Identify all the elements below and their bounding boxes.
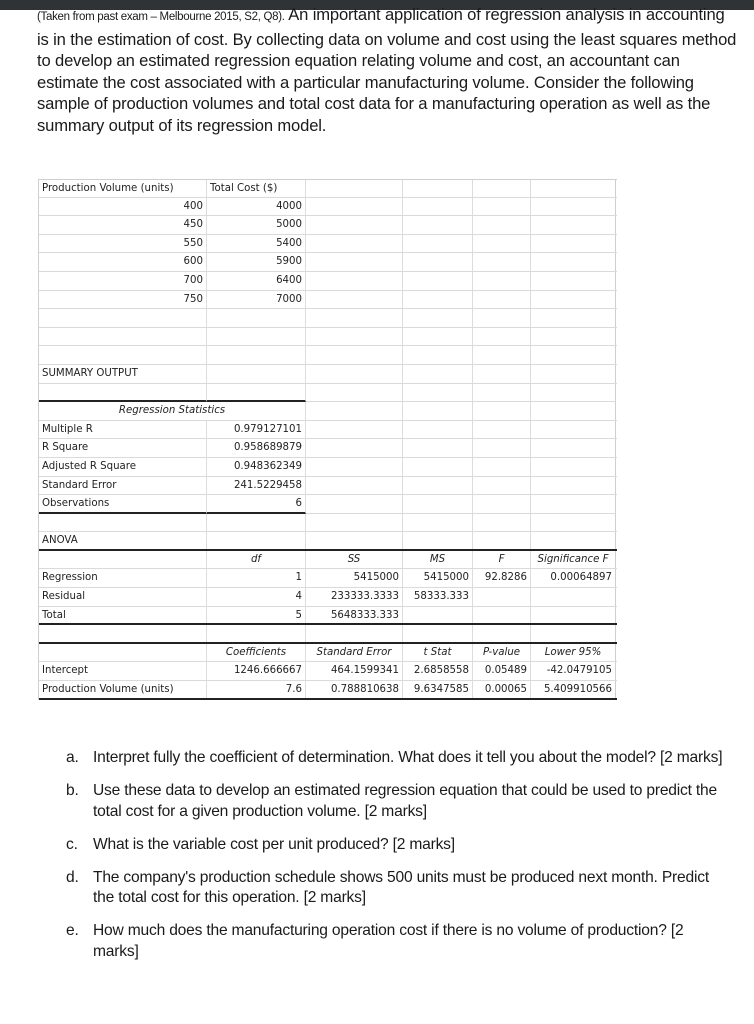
empty-cell: [306, 477, 403, 495]
table-cell: 5.409910566: [531, 681, 616, 698]
stat-label: R Square: [39, 439, 207, 457]
empty-cell: [473, 216, 531, 234]
table-cell: 5415000: [403, 569, 473, 587]
table-cell: 5415000: [306, 569, 403, 587]
coef-header-lower95: Lower 95%: [531, 644, 616, 662]
empty-cell: [306, 216, 403, 234]
source-note: (Taken from past exam – Melbourne 2015, S2, Q8).: [37, 11, 285, 23]
coef-header-row: [39, 644, 617, 663]
question-label: a.: [66, 749, 79, 766]
empty-cell: [531, 198, 616, 216]
empty-cell: [306, 384, 403, 403]
empty-cell: [473, 346, 531, 364]
table-cell: Intercept: [39, 662, 207, 680]
empty-cell: [306, 309, 403, 327]
empty-cell: [403, 532, 473, 549]
empty-cell: [473, 365, 531, 383]
empty-cell: [473, 477, 531, 495]
table-row: [39, 272, 617, 291]
question-item: [66, 781, 726, 822]
question-label: b.: [66, 782, 79, 799]
volume-cell: 700: [39, 272, 207, 290]
empty-cell: [531, 458, 616, 476]
cost-cell: 6400: [207, 272, 306, 290]
empty-cell: [473, 439, 531, 457]
empty-cell: [473, 272, 531, 290]
table-cell: 7.6: [207, 681, 306, 698]
data-header-row: [39, 179, 617, 198]
empty-cell: [531, 625, 616, 642]
summary-title-row: [39, 365, 617, 384]
empty-cell: [207, 309, 306, 327]
table-cell: 2.6858558: [403, 662, 473, 680]
stat-value: 0.979127101: [207, 421, 306, 439]
table-cell: 233333.3333: [306, 588, 403, 606]
stat-label: Multiple R: [39, 421, 207, 439]
question-text: Interpret fully the coefficient of determination. What does it tell you about the model? [2 marks]: [93, 749, 723, 766]
empty-cell: [403, 495, 473, 514]
empty-cell: [306, 625, 403, 642]
empty-cell: [306, 272, 403, 290]
table-cell: 5648333.333: [306, 607, 403, 624]
empty-cell: [306, 458, 403, 476]
empty-cell: [306, 532, 403, 549]
stat-value: 6: [207, 495, 306, 514]
empty-cell: [306, 235, 403, 253]
question-label: c.: [66, 835, 78, 853]
intro-paragraph: [37, 4, 737, 137]
empty-cell: [473, 495, 531, 514]
coef-header-coefficients: Coefficients: [207, 644, 306, 662]
empty-cell: [403, 253, 473, 271]
volume-cell: 550: [39, 235, 207, 253]
coef-header-pvalue: P-value: [473, 644, 531, 662]
empty-cell: [207, 346, 306, 364]
empty-cell: [306, 402, 403, 420]
empty-cell: [39, 346, 207, 364]
question-item: [66, 868, 726, 909]
table-cell: 58333.333: [403, 588, 473, 606]
empty-cell: [531, 365, 616, 383]
empty-cell: [306, 291, 403, 309]
empty-cell: [403, 198, 473, 216]
table-row: [39, 291, 617, 310]
table-cell: 1246.666667: [207, 662, 306, 680]
table-cell: [531, 588, 616, 606]
empty-cell: [403, 458, 473, 476]
reg-stats-title-row: [39, 402, 617, 421]
question-label: d.: [66, 868, 79, 886]
cost-cell: 4000: [207, 198, 306, 216]
cost-cell: 5900: [207, 253, 306, 271]
empty-cell: [473, 291, 531, 309]
stat-label: Adjusted R Square: [39, 458, 207, 476]
empty-cell: [531, 514, 616, 532]
intro-text: An important application of regression analysis in accounting is in the estimation of cost. By collecting data on volume and cost using the least squares method to develop an estimated regression equation relating volume and cost, an accountant can estimate the cost associated with a particular manufacturing volume. Consider the following sample of production volumes and total cost data for a manufacturing operation as well as the summary output of its regression model.: [37, 5, 737, 135]
empty-cell: [473, 402, 531, 420]
empty-cell: [403, 216, 473, 234]
empty-cell: [306, 346, 403, 364]
question-list: [66, 748, 726, 975]
empty-cell: [39, 309, 207, 327]
table-row: [39, 198, 617, 217]
empty-cell: [473, 532, 531, 549]
table-cell: [473, 588, 531, 606]
anova-title-row: [39, 532, 617, 551]
empty-cell: [473, 625, 531, 642]
table-cell: 0.788810638: [306, 681, 403, 698]
anova-header-ms: MS: [403, 551, 473, 569]
empty-cell: [531, 272, 616, 290]
table-row: [39, 253, 617, 272]
empty-cell: [473, 328, 531, 346]
reg-stat-row: [39, 421, 617, 440]
empty-cell: [306, 439, 403, 457]
anova-header-f: F: [473, 551, 531, 569]
empty-cell: [473, 309, 531, 327]
empty-cell: [531, 439, 616, 457]
empty-cell: [531, 346, 616, 364]
empty-cell: [403, 625, 473, 642]
reg-stat-row: [39, 495, 617, 514]
empty-cell: [531, 384, 616, 403]
anova-header-df: df: [207, 551, 306, 569]
volume-cell: 750: [39, 291, 207, 309]
empty-cell: [39, 514, 207, 532]
empty-cell: [306, 365, 403, 383]
question-text: Use these data to develop an estimated regression equation that could be used to predict the total cost for a given production volume. [2 marks]: [93, 782, 717, 820]
table-cell: Residual: [39, 588, 207, 606]
empty-cell: [403, 309, 473, 327]
empty-cell: [207, 625, 306, 642]
empty-row: [39, 346, 617, 365]
reg-stat-row: [39, 458, 617, 477]
table-cell: [39, 644, 207, 662]
empty-cell: [39, 625, 207, 642]
reg-stat-row: [39, 477, 617, 496]
coef-header-se: Standard Error: [306, 644, 403, 662]
empty-row: [39, 384, 617, 403]
cost-cell: 5400: [207, 235, 306, 253]
empty-cell: [306, 495, 403, 514]
anova-row: [39, 569, 617, 588]
table-cell: 0.05489: [473, 662, 531, 680]
question-label: e.: [66, 922, 79, 939]
stat-label: Standard Error: [39, 477, 207, 495]
stat-value: 0.958689879: [207, 439, 306, 457]
coef-header-tstat: t Stat: [403, 644, 473, 662]
question-item: [66, 835, 726, 856]
anova-row: [39, 607, 617, 626]
table-row: [39, 216, 617, 235]
table-cell: 9.6347585: [403, 681, 473, 698]
empty-cell: [473, 458, 531, 476]
empty-row: [39, 514, 617, 533]
cost-cell: 7000: [207, 291, 306, 309]
empty-cell: [473, 235, 531, 253]
empty-cell: [531, 216, 616, 234]
reg-stats-title: Regression Statistics: [39, 402, 306, 420]
anova-header-row: [39, 551, 617, 570]
stat-value: 0.948362349: [207, 458, 306, 476]
empty-cell: [207, 514, 306, 532]
empty-cell: [473, 421, 531, 439]
anova-header-sigf: Significance F: [531, 551, 616, 569]
table-cell: Regression: [39, 569, 207, 587]
empty-row: [39, 328, 617, 347]
empty-cell: [207, 532, 306, 549]
question-text: The company's production schedule shows 500 units must be produced next month. Predict the total cost for this operation. [2 marks]: [93, 868, 709, 906]
empty-cell: [403, 291, 473, 309]
table-cell: -42.0479105: [531, 662, 616, 680]
table-cell: Total: [39, 607, 207, 624]
volume-cell: 400: [39, 198, 207, 216]
empty-cell: [403, 477, 473, 495]
empty-cell: [403, 235, 473, 253]
empty-cell: [403, 514, 473, 532]
table-cell: 1: [207, 569, 306, 587]
empty-cell: [473, 514, 531, 532]
header-cost: Total Cost ($): [207, 180, 306, 197]
table-cell: [473, 607, 531, 624]
stat-label: Observations: [39, 495, 207, 514]
empty-cell: [403, 365, 473, 383]
empty-cell: [403, 439, 473, 457]
table-cell: 92.8286: [473, 569, 531, 587]
coef-row: [39, 662, 617, 681]
empty-cell: [403, 328, 473, 346]
anova-title: ANOVA: [39, 532, 207, 549]
empty-cell: [403, 421, 473, 439]
empty-cell: [39, 328, 207, 346]
empty-cell: [531, 291, 616, 309]
anova-header-ss: SS: [306, 551, 403, 569]
table-cell: [39, 551, 207, 569]
empty-cell: [207, 365, 306, 383]
empty-cell: [531, 495, 616, 514]
table-cell: 5: [207, 607, 306, 624]
empty-cell: [207, 384, 306, 403]
empty-cell: [306, 514, 403, 532]
empty-cell: [306, 198, 403, 216]
question-text: What is the variable cost per unit produced? [2 marks]: [93, 835, 455, 853]
coef-row: [39, 681, 617, 700]
stat-value: 241.5229458: [207, 477, 306, 495]
empty-cell: [207, 328, 306, 346]
header-volume: Production Volume (units): [39, 180, 207, 197]
anova-row: [39, 588, 617, 607]
empty-cell: [531, 309, 616, 327]
empty-cell: [403, 402, 473, 420]
empty-cell: [531, 532, 616, 549]
empty-cell: [531, 328, 616, 346]
volume-cell: 600: [39, 253, 207, 271]
spreadsheet: [38, 179, 617, 700]
reg-stat-row: [39, 439, 617, 458]
table-cell: 0.00065: [473, 681, 531, 698]
empty-cell: [473, 384, 531, 403]
empty-row: [39, 309, 617, 328]
empty-cell: [473, 253, 531, 271]
empty-cell: [403, 384, 473, 403]
table-row: [39, 235, 617, 254]
table-cell: Production Volume (units): [39, 681, 207, 698]
empty-cell: [531, 421, 616, 439]
empty-cell: [403, 346, 473, 364]
question-item: [66, 748, 726, 769]
question-text: How much does the manufacturing operation cost if there is no volume of production? [2 marks]: [93, 922, 684, 960]
table-cell: [531, 607, 616, 624]
table-cell: 4: [207, 588, 306, 606]
empty-cell: [306, 328, 403, 346]
empty-cell: [531, 235, 616, 253]
empty-cell: [403, 272, 473, 290]
table-cell: 0.00064897: [531, 569, 616, 587]
empty-row: [39, 625, 617, 644]
table-cell: 464.1599341: [306, 662, 403, 680]
summary-title: SUMMARY OUTPUT: [39, 365, 207, 383]
table-cell: [403, 607, 473, 624]
empty-cell: [473, 198, 531, 216]
empty-cell: [531, 477, 616, 495]
empty-cell: [531, 253, 616, 271]
volume-cell: 450: [39, 216, 207, 234]
empty-cell: [39, 384, 207, 403]
empty-cell: [531, 402, 616, 420]
cost-cell: 5000: [207, 216, 306, 234]
empty-cell: [306, 253, 403, 271]
question-item: [66, 921, 726, 962]
empty-cell: [306, 421, 403, 439]
